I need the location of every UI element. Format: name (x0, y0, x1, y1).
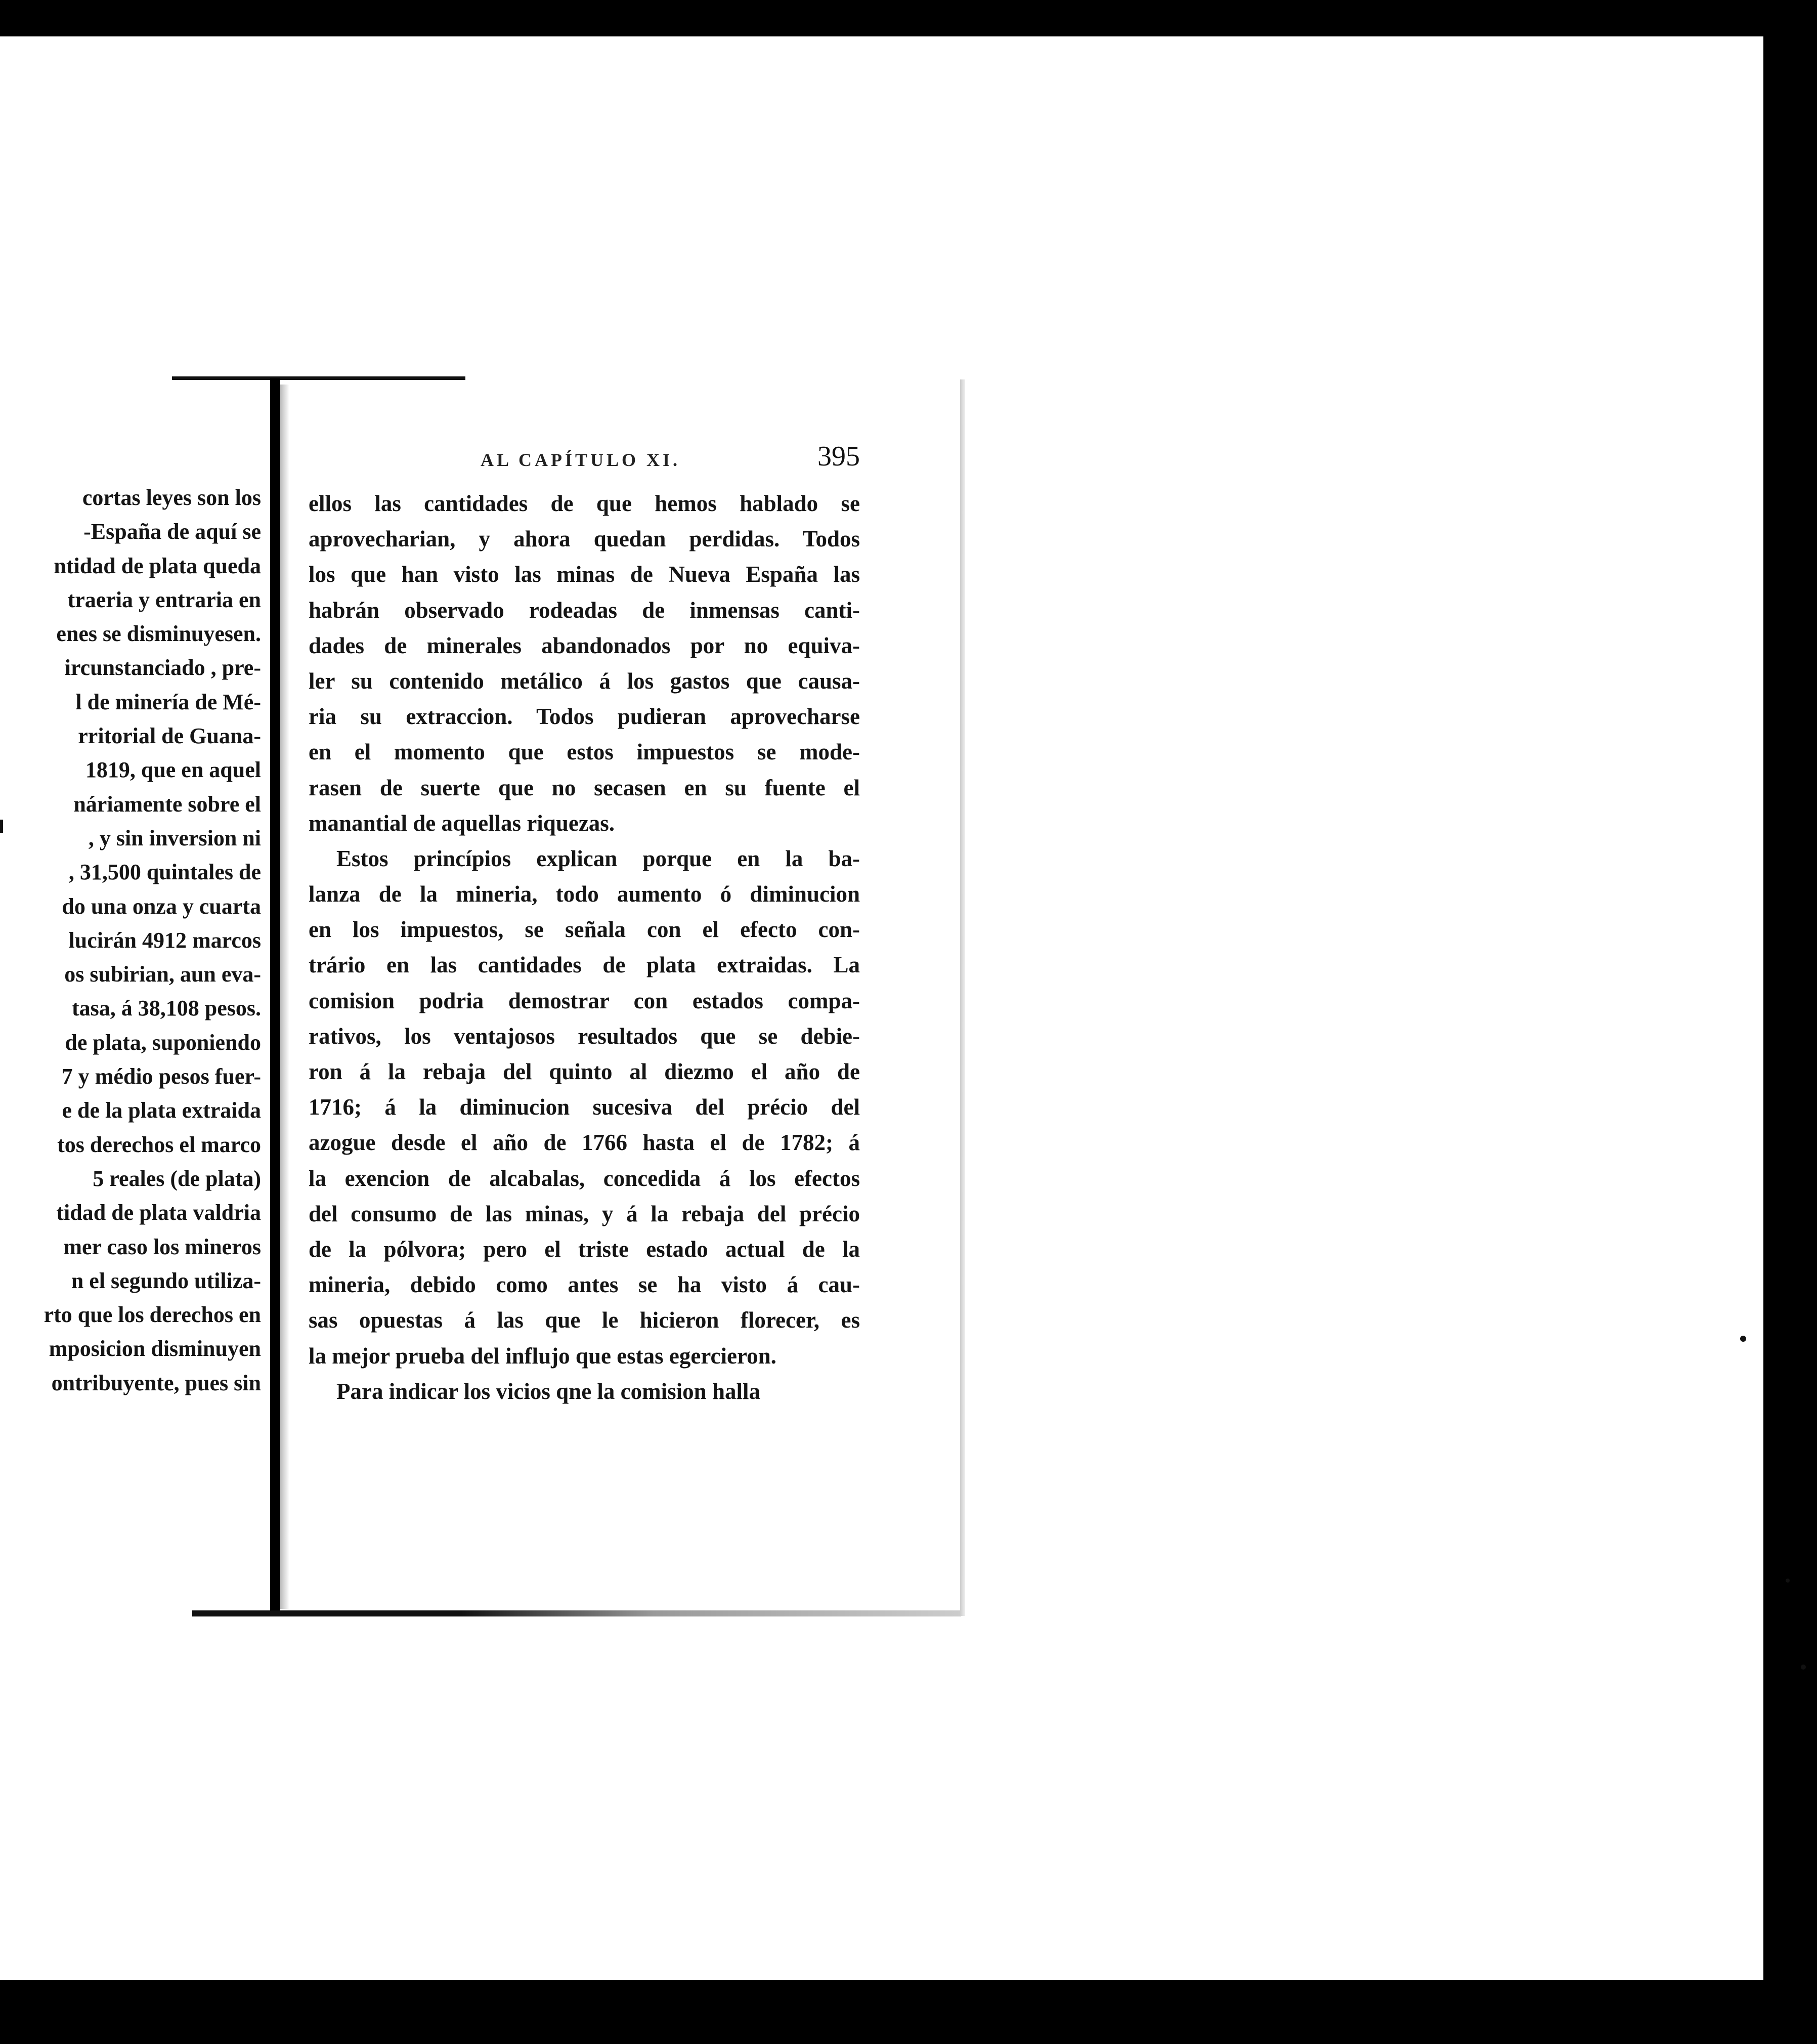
left-text-line: , 31,500 quintales de (68, 860, 261, 885)
text-line: manantial de aquellas riquezas. (309, 810, 615, 836)
text-line: trário en las cantidades de plata extraidas. La (309, 952, 860, 978)
gutter-shadow (280, 385, 289, 1609)
left-text-line: tasa, á 38,108 pesos. (71, 996, 261, 1021)
text-line: los que han visto las minas de Nueva España las (309, 562, 860, 587)
text-line: ler su contenido metálico á los gastos que causa- (309, 668, 860, 694)
text-line: del consumo de las minas, y á la rebaja del précio (309, 1201, 860, 1226)
left-text-line: 7 y médio pesos fuer- (61, 1064, 261, 1089)
scan-border-top (0, 0, 1817, 36)
page-header (309, 440, 860, 486)
scan-speck (1740, 1336, 1746, 1342)
text-line: la mejor prueba del influjo que estas egercieron. (309, 1343, 776, 1369)
page-body (309, 486, 860, 1409)
left-text-line: do una onza y cuarta (62, 893, 261, 919)
text-line: rativos, los ventajosos resultados que se debie- (309, 1023, 860, 1049)
text-line: mineria, debido como antes se ha visto á cau- (309, 1272, 860, 1298)
text-line: la exencion de alcabalas, concedida á los efectos (309, 1165, 860, 1191)
text-line: en los impuestos, se señala con el efecto con- (309, 917, 860, 943)
page-right-edge (960, 379, 965, 1616)
paragraph (309, 486, 860, 841)
scan-border-bottom (0, 1980, 1817, 2044)
text-line: 1716; á la diminucion sucesiva del précio del (309, 1094, 860, 1120)
left-text-line: cortas leyes son los (82, 485, 261, 510)
scan-speck (1786, 1579, 1790, 1583)
text-line: Estos princípios explican porque en la ba- (336, 845, 860, 871)
text-line: ellos las cantidades de que hemos hablado se (309, 491, 860, 516)
page-number: 395 (817, 441, 860, 472)
page-bottom-edge (192, 1610, 961, 1616)
left-text-line: 5 reales (de plata) (93, 1166, 261, 1191)
text-line: dades de minerales abandonados por no equiva- (309, 632, 860, 658)
text-line: ron á la rebaja del quinto al diezmo el año de (309, 1059, 860, 1084)
left-text-line: l de minería de Mé- (75, 689, 261, 714)
left-text-line: náriamente sobre el (73, 791, 261, 817)
left-text-line: tidad de plata valdria (56, 1200, 261, 1225)
left-text-line: -España de aquí se (83, 519, 261, 544)
left-page (0, 374, 263, 1614)
text-line: de la pólvora; pero el triste estado actual de la (309, 1236, 860, 1262)
left-text-line: 1819, que en aquel (85, 757, 261, 783)
left-text-line: rto que los derechos en (44, 1302, 261, 1328)
paragraph (309, 841, 860, 1374)
running-head: AL CAPÍTULO XI. (481, 450, 681, 470)
left-text-line: rritorial de Guana- (78, 723, 261, 749)
left-text-line: os subirian, aun eva- (64, 962, 261, 987)
left-page-text (0, 481, 263, 1400)
text-line: lanza de la mineria, todo aumento ó diminucion (309, 881, 860, 907)
text-line: habrán observado rodeadas de inmensas canti- (309, 597, 860, 623)
paragraph (309, 1374, 860, 1409)
left-text-line: tos derechos el marco (57, 1132, 261, 1157)
text-line: Para indicar los vicios qne la comision halla (336, 1378, 760, 1404)
left-text-line: lucirán 4912 marcos (68, 927, 261, 953)
book-gutter (270, 378, 280, 1611)
left-text-line: de plata, suponiendo (65, 1030, 261, 1055)
text-line: aprovecharian, y ahora quedan perdidas. Todos (309, 526, 860, 552)
text-line: comision podria demostrar con estados compa- (309, 988, 860, 1013)
scan-border-right (1763, 36, 1817, 2044)
text-line: azogue desde el año de 1766 hasta el de 1782; á (309, 1130, 860, 1156)
left-text-line: ircunstanciado , pre- (64, 655, 261, 680)
text-line: ria su extraccion. Todos pudieran aprovecharse (309, 704, 860, 730)
left-text-line: e de la plata extraida (62, 1098, 261, 1123)
text-line: en el momento que estos impuestos se mode- (309, 739, 860, 765)
left-text-line: traeria y entraria en (67, 587, 261, 612)
left-text-line: mer caso los mineros (63, 1234, 261, 1259)
left-text-line: , y sin inversion ni (88, 825, 261, 850)
text-line: rasen de suerte que no secasen en su fuente el (309, 775, 860, 800)
right-page (309, 440, 860, 1409)
scan-speck (1801, 1665, 1806, 1670)
left-text-line: enes se disminuyesen. (56, 621, 261, 647)
text-line: sas opuestas á las que le hicieron florecer, es (309, 1307, 860, 1333)
left-text-line: n el segundo utiliza- (71, 1268, 261, 1293)
left-text-line: ontribuyente, pues sin (51, 1370, 261, 1395)
left-text-line: mposicion disminuyen (49, 1336, 261, 1361)
left-text-line: ntidad de plata queda (54, 553, 261, 578)
